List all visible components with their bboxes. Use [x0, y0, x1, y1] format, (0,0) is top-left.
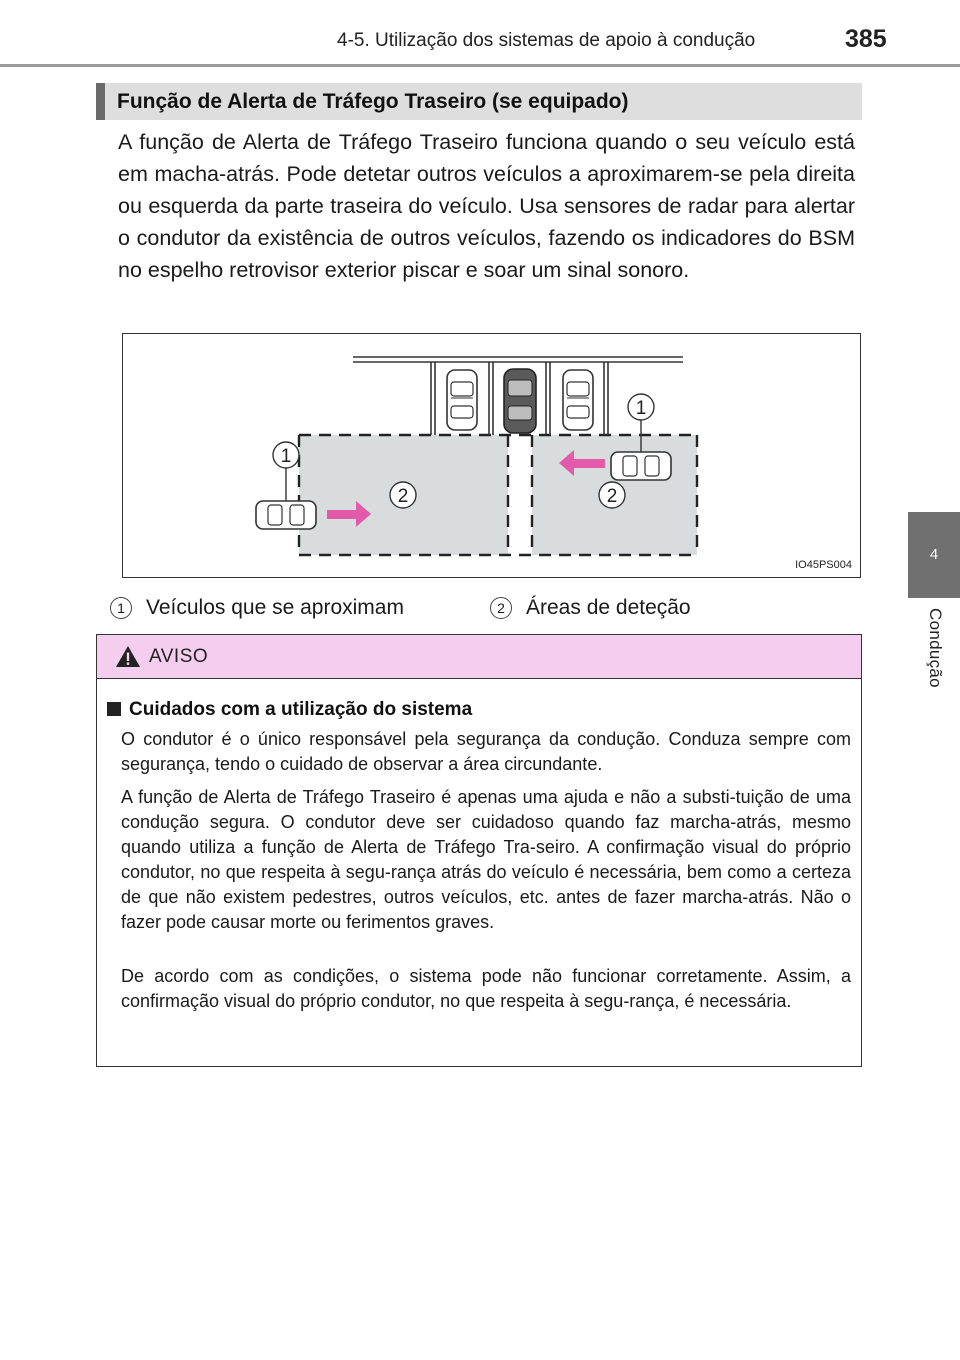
parked-car-right [563, 370, 593, 430]
svg-text:2: 2 [397, 486, 409, 507]
legend-label: Áreas de deteção [526, 596, 691, 619]
figure-code: IO45PS004 [795, 559, 852, 571]
approaching-car-right [611, 452, 671, 480]
chapter-tab: 4 [908, 512, 960, 598]
running-header: 4-5. Utilização dos sistemas de apoio à condução [337, 30, 756, 51]
legend-item-1 [110, 596, 404, 620]
callout-1-left [273, 442, 299, 468]
legend-number: 2 [490, 597, 512, 619]
header-rule [0, 64, 960, 67]
rcta-diagram [122, 333, 861, 578]
bullet-square-icon [107, 702, 121, 716]
section-title: Função de Alerta de Tráfego Traseiro (se equipado) [96, 83, 862, 120]
svg-text:1: 1 [280, 446, 292, 467]
warning-header [97, 635, 861, 679]
warning-title: AVISO [149, 645, 209, 667]
warning-paragraph: A função de Alerta de Tráfego Traseiro é apenas uma ajuda e não a substi-tuição de uma condução segura. O condutor deve ser cuidadoso quando faz marcha-atrás, mesmo quando utiliza a função de Alerta de Tráfego Tra-seiro. A confirmação visual do próprio condutor, no que respeita à segu-rança atrás do veículo é necessária, bem como a certeza de que não existem pedestres, outros veículos, etc. antes de fazer marcha-atrás. Não o fazer pode causar morte ou ferimentos graves. [121, 787, 851, 932]
page-number: 385 [845, 25, 887, 53]
callout-2-right [599, 482, 625, 508]
rcta-illustration [123, 334, 861, 578]
legend-label: Veículos que se aproximam [146, 596, 404, 619]
intro-paragraph: A função de Alerta de Tráfego Traseiro funciona quando o seu veículo está em macha-atrás. Pode detetar outros veículos a aproximarem-se pela direita ou esquerda da parte traseira do veículo. Usa sensores de radar para alertar o condutor da existência de outros veículos, fazendo os indicadores do BSM no espelho retrovisor exterior piscar e soar um sinal sonoro. [118, 130, 855, 282]
legend-item-2 [490, 596, 691, 620]
callout-1-right [628, 394, 654, 420]
svg-text:1: 1 [635, 398, 647, 419]
warning-triangle-icon [115, 645, 141, 668]
warning-subhead: Cuidados com a utilização do sistema [107, 699, 472, 721]
svg-text:2: 2 [606, 486, 618, 507]
legend-number: 1 [110, 597, 132, 619]
warning-paragraph: O condutor é o único responsável pela segurança da condução. Conduza sempre com segurança, tendo o cuidado de observar a área circundante. [121, 729, 851, 774]
chapter-label: Condução [926, 608, 945, 688]
parked-car-left [447, 370, 477, 430]
warning-paragraph: De acordo com as condições, o sistema pode não funcionar corretamente. Assim, a confirmação visual do próprio condutor, no que respeita à segu-rança, é necessária. [121, 966, 851, 1011]
warning-box [96, 634, 862, 1067]
own-vehicle [504, 369, 536, 433]
callout-2-left [390, 482, 416, 508]
approaching-car-left [256, 501, 316, 529]
